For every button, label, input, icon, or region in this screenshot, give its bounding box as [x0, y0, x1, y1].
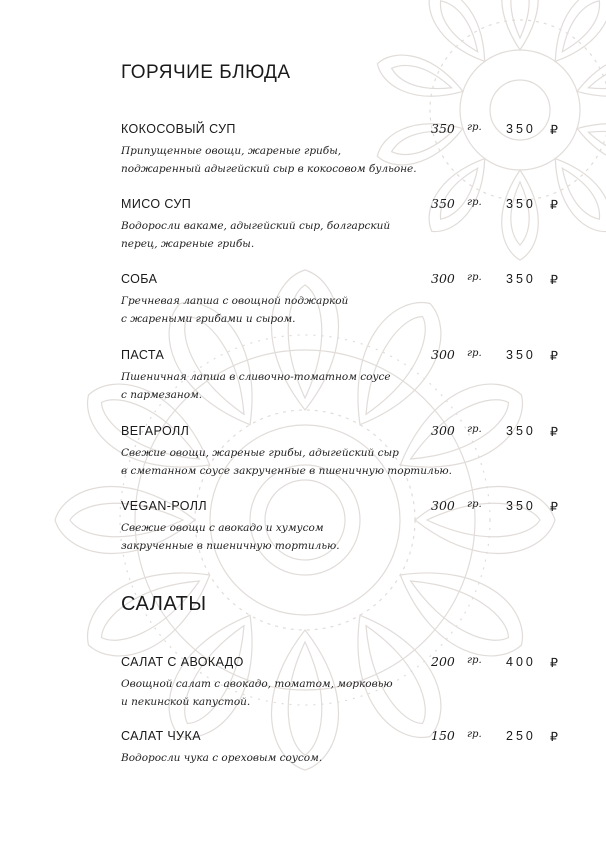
item-price: 350: [506, 272, 536, 286]
item-description-line: Водоросли вакаме, адыгейский сыр, болгарский: [121, 220, 391, 232]
item-description-line: Гречневая лапша с овощной поджаркой: [121, 295, 349, 307]
item-description-line: и пекинской капустой.: [121, 696, 251, 708]
item-description: [121, 292, 441, 328]
item-weight: 150: [431, 728, 455, 743]
item-price: 400: [506, 655, 536, 669]
item-unit: гр.: [467, 197, 482, 208]
item-description-line: с жареными грибами и сыром.: [121, 313, 296, 325]
item-weight: 350: [431, 121, 455, 136]
item-description: [121, 444, 453, 480]
item-unit: гр.: [467, 499, 482, 510]
item-weight: 300: [431, 423, 455, 438]
item-description-line: перец, жареные грибы.: [121, 238, 255, 250]
item-description-line: Овощной салат с авокадо, томатом, морковью: [121, 678, 393, 690]
item-weight: 350: [431, 196, 455, 211]
item-description-line: с пармезаном.: [121, 389, 203, 401]
item-price: 350: [506, 499, 536, 513]
item-description-line: Свежие овощи с авокадо и хумусом: [121, 522, 324, 534]
item-price: 350: [506, 424, 536, 438]
item-price: 350: [506, 197, 536, 211]
item-unit: гр.: [467, 729, 482, 740]
item-currency: ₽: [550, 273, 558, 287]
item-description-line: Пшеничная лапша в сливочно-томатном соусе: [121, 371, 391, 383]
item-unit: гр.: [467, 272, 482, 283]
section-title-hot-dishes: ГОРЯЧИЕ БЛЮДА: [121, 62, 291, 83]
item-price: 250: [506, 729, 536, 743]
item-description: [121, 142, 441, 178]
item-price: 350: [506, 348, 536, 362]
item-weight: 200: [431, 654, 455, 669]
item-unit: гр.: [467, 424, 482, 435]
item-currency: ₽: [550, 425, 558, 439]
item-description-line: поджаренный адыгейский сыр в кокосовом бульоне.: [121, 163, 417, 175]
item-name: САЛАТ ЧУКА: [121, 729, 201, 743]
item-description: [121, 368, 441, 404]
item-currency: ₽: [550, 500, 558, 514]
item-currency: ₽: [550, 198, 558, 212]
item-name: ПАСТА: [121, 348, 165, 362]
item-currency: ₽: [550, 349, 558, 363]
section-title-salads: САЛАТЫ: [121, 593, 207, 615]
item-price: 350: [506, 122, 536, 136]
item-name: ВЕГАРОЛЛ: [121, 424, 190, 438]
item-description-line: в сметанном соусе закрученные в пшеничную тортилью.: [121, 465, 453, 477]
item-name: МИСО СУП: [121, 197, 192, 211]
item-name: VEGAN-РОЛЛ: [121, 499, 207, 513]
item-name: КОКОСОВЫЙ СУП: [121, 122, 236, 136]
item-name: СОБА: [121, 272, 158, 286]
item-unit: гр.: [467, 122, 482, 133]
item-description-line: Водоросли чука с ореховым соусом.: [121, 752, 323, 764]
item-description-line: закрученные в пшеничную тортилью.: [121, 540, 340, 552]
item-name: САЛАТ С АВОКАДО: [121, 655, 244, 669]
item-description: [121, 217, 441, 253]
item-unit: гр.: [467, 348, 482, 359]
item-description: [121, 519, 441, 555]
item-currency: ₽: [550, 730, 558, 744]
item-weight: 300: [431, 271, 455, 286]
item-description: [121, 749, 441, 767]
item-currency: ₽: [550, 123, 558, 137]
item-description: [121, 675, 441, 711]
item-description-line: Припущенные овощи, жареные грибы,: [121, 145, 342, 157]
item-weight: 300: [431, 347, 455, 362]
item-unit: гр.: [467, 655, 482, 666]
item-weight: 300: [431, 498, 455, 513]
item-currency: ₽: [550, 656, 558, 670]
item-description-line: Свежие овощи, жареные грибы, адыгейский сыр: [121, 447, 399, 459]
